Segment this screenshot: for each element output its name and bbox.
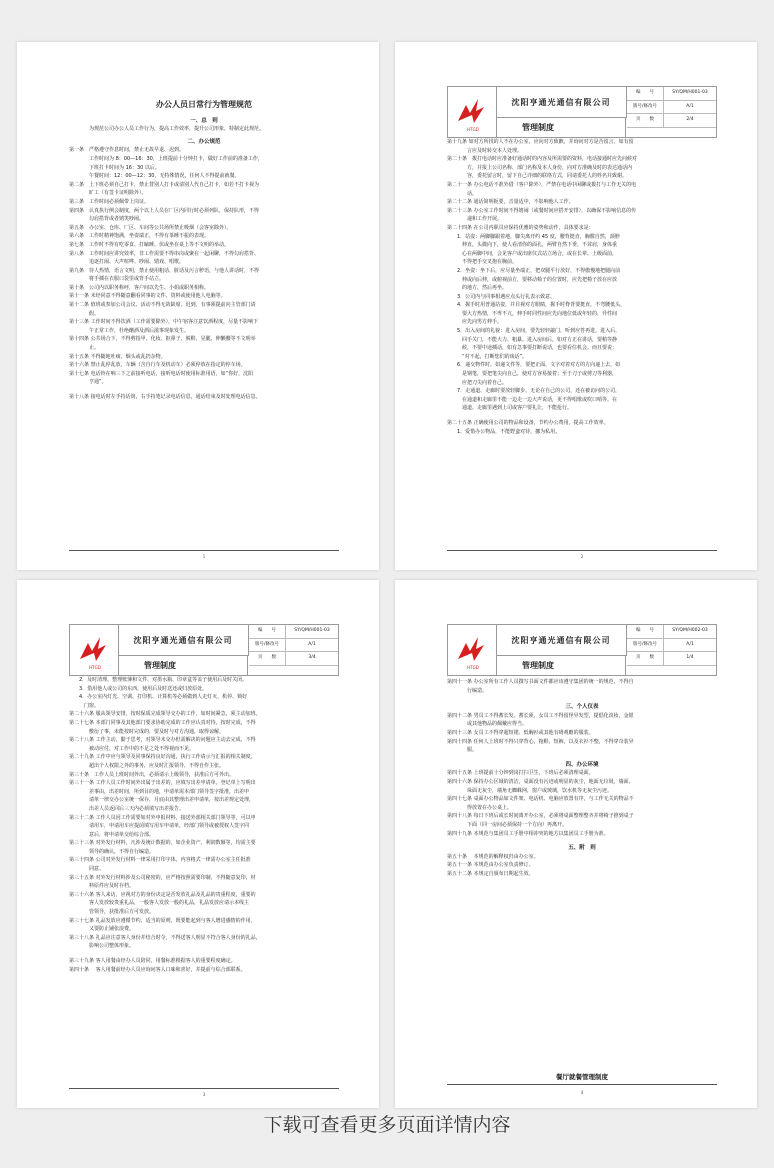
text-line: 第二十条 拨打电话时应准备好通话时的内容及所需要的资料，电话接通时应先问候对 — [447, 156, 638, 163]
text-line: 服。 — [447, 747, 478, 754]
meta-code: SY/QM/H002-03 — [672, 628, 708, 633]
text-line: 第四十条 客人用餐前经办人员应询问客人口味和喜好，并提前与综合部联系。 — [69, 966, 246, 973]
text-line: 影响公司整体形象。 — [69, 943, 135, 950]
text-line: 3．公司内与同事相遇应点头行礼表示致意。 — [447, 293, 556, 300]
text-line: 第三十三条 对外发行材料，凡涉及统计数据的，如企业资产、利润数额等，均需主要 — [69, 840, 256, 847]
text-line: 第四十八条 每日下班后或长时间离开办公室，必须将桌面整理整齐并将椅子推到桌子 — [447, 813, 634, 820]
section-heading-appendix: 五、附 则 — [568, 845, 596, 852]
text-line: 1．站姿：两脚脚跟着地，脚尖离开约 45 度，腰背挺直，胸膛自然，颈脖 — [447, 233, 620, 240]
meta-label-version: 版号/修改号 — [627, 639, 664, 652]
text-line: 领导的确认，不得自行编造。 — [69, 848, 155, 855]
section-heading-general: 一、总 则 — [190, 117, 218, 124]
text-line: 第四十六条 保持办公区域的清洁，桌面没有污迹或明显的灰尘，地面无垃圾，墙面、 — [447, 778, 634, 785]
page-header-table — [69, 624, 339, 676]
text-line: 递和工作开展。 — [447, 216, 503, 223]
company-logo — [450, 625, 497, 675]
text-line: 请用车，申请用车应提前填写用车申请单，经部门领导或被授权人签字同 — [69, 823, 250, 830]
section-heading-office: 二、办公规范 — [187, 138, 221, 145]
download-caption: 下载可查看更多页面详情内容 — [263, 1114, 511, 1136]
meta-code: SY/QM/H001-03 — [294, 628, 330, 633]
meta-version: A/1 — [686, 641, 694, 647]
text-line: 午餐时间：12：00—12：30，无特殊情况，任何人不得提前就餐。 — [69, 173, 240, 180]
text-line: 将手插在衣服口袋里或背手站立。 — [69, 276, 165, 283]
page-number: 2 — [580, 554, 584, 559]
text-line: 第九条 待人热情，语言文明，禁止使用粗话、脏话及污言秽语，与他人讲话时，不得 — [69, 267, 260, 274]
footer-rule — [447, 1084, 717, 1085]
text-line: 7．走通道、走廊时要放轻脚步。无论在自己的公司，还在被访问的公司， — [447, 388, 621, 395]
footer-rule — [447, 550, 717, 551]
page-4-lines-b — [447, 712, 717, 755]
text-line: 第二十六条 服从领导安排，按时保质完成领导交办的工作，如时间紧急，须主动加班。 — [69, 711, 261, 718]
text-line: 止。 — [69, 345, 100, 352]
text-line: 第八条 工作时间应讲究效率，非工作需要不得串岗或聚在一起闲聊，不得勾肩搭背、 — [69, 250, 260, 257]
text-line: 超出个人权限之外的事务，应及时汇报领导，不得自作主张。 — [69, 762, 225, 769]
text-line: 第二十五条 正确使用公司的物品和设备，节约办公费用，提高工作效率。 — [447, 420, 609, 426]
meta-code: SY/QM/H001-03 — [672, 90, 708, 95]
text-line: 出差人员返回后三天内必须填写出差报告。 — [69, 805, 185, 812]
text-line: 敷衍了事，未能按时完成的，要及时与对方沟通，取得谅解。 — [69, 728, 225, 735]
document-title: 办公人员日常行为管理规范 — [156, 99, 252, 109]
text-line: 第一条 严格遵守作息时间，禁止无故早退、迟到。 — [69, 147, 185, 154]
meta-pages: 2/4 — [686, 117, 694, 122]
text-line: 客人发放较贵重礼品，一般客人发放一般的礼品，礼品发放应请示本线主 — [69, 900, 250, 907]
text-line: 第十一条 未经同意不得随意翻看同事的文件、资料或使用他人电脑等。 — [69, 293, 226, 300]
text-line: 第四十二条 男员工不得蓄长发、蓄长须，女员工不得留怪异发型，提倡化淡妆，金银 — [447, 712, 634, 719]
text-line: 料原件应及时存档。 — [69, 883, 135, 890]
text-line: 第二十一条 办公电话不准外借（客户除外），严禁在电话中闲聊或拨打与工作无关的电 — [447, 181, 637, 188]
text-line: 第四十九条 本规范与集团员工手册中相冲突的地方以集团员工手册为准。 — [447, 830, 609, 837]
document-meta — [627, 87, 716, 137]
page-4-lines-d — [447, 853, 717, 879]
text-line: 被动应付，对工作中的不足之处不得视而不见。 — [69, 745, 195, 752]
text-line: 第三十四条 公司对外发行材料一律采用打印字体，内容格式一律需办公室主任批准 — [69, 857, 251, 864]
text-line: 第十六条 禁止乱停乱放，车辆（含自行车及机动车）必须停放在指定的停车场。 — [69, 362, 246, 369]
text-line: 假。 — [69, 310, 100, 317]
footer-rule — [69, 550, 339, 551]
text-line: 第三十条 工作人员上班时间外出，必须请示上级领导，获准后方可外出。 — [69, 771, 235, 778]
logo-mark-icon — [450, 625, 496, 675]
text-line: 差事由，出差时间，所到目的地，申请单需本部门领导签字批准，出差申 — [69, 788, 250, 795]
text-line: 第二十七条 本部门同事及其他部门要求协助完成的工作应认真对待，按时完成，不得 — [69, 719, 256, 726]
text-line: 第十八条 接电话时左手持话筒，右手持笔记录电话信息，通话结束及时处理电话信息。 — [69, 394, 261, 400]
text-line: 第五十二条 本规定自颁布日期起生效。 — [447, 870, 534, 877]
logo-mark-icon — [450, 87, 496, 137]
text-line: 意后，将申请单交给综合部。 — [69, 831, 155, 838]
footer-rule — [69, 1088, 339, 1089]
company-logo — [72, 625, 119, 675]
text-line: 第十五条 不得随地吐痰、烟头或乱扔杂物。 — [69, 353, 166, 360]
text-line: 追逐打闹、大声喧哗、吵闹、嬉戏、唱歌。 — [69, 259, 185, 266]
text-line: 下面（同一房间必须保持一个方向）再离开。 — [447, 821, 568, 828]
text-line: 下班打卡时间为 16：30 以后。 — [69, 164, 160, 171]
company-name: 沈阳亨通光通信有限公司 — [118, 625, 249, 656]
company-logo — [450, 87, 497, 137]
logo-mark-icon — [72, 625, 118, 675]
text-line: 第三十九条 客人用餐由经办人员陪同，用餐标准根据客人的重要程度确定。 — [69, 958, 236, 964]
text-line: 第十二条 值班或参加公司会议、活动不得无故缺席、迟到，有事须提前向主管部门请 — [69, 302, 256, 309]
document-page-2 — [395, 42, 757, 570]
text-line: 是钢笔，要把笔尖向自己，使对方容易接着；至于刀子或剪刀等利器， — [447, 371, 618, 378]
text-line: 勾肩搭背或者嬉笑吵闹。 — [69, 216, 145, 223]
text-line: 6．递交物件时，如递文件等，要把正面、文字对着对方的方向递上去，如 — [447, 362, 621, 369]
text-line: 第二十八条 工作主动，勤于思考，对领导未交办但需解决的问题应主动去完成，不得 — [69, 737, 256, 744]
text-line: 1．爱惜办公物品，不能野蛮对待，挪为私用。 — [447, 428, 561, 435]
svg-text:HTGD: HTGD — [467, 127, 479, 132]
text-line: 回手关门，不能大力、粗暴。进入房间后，如对方正在讲话，要稍等静 — [447, 336, 618, 343]
text-line: 4．办公室内灯光、空调、打印机、计算机等必须做到人走灯灭、机停、锁好 — [69, 694, 248, 701]
text-line: 或其他物品的佩戴应得当。 — [447, 721, 528, 728]
text-line: 第十七条 电话铃在响三下之前接听电话，接听电话时使用标准用语，如“你好，沈阳 — [69, 370, 254, 377]
text-line: 第十条 公司内以职务称呼，客户间以先生、小姐或职务相称。 — [69, 284, 210, 291]
text-line: 伸或向后伸，或俯视前方，要移动椅子的位置时，应先把椅子放在应放 — [447, 276, 618, 283]
text-line: 应把刀尖向着自己。 — [447, 379, 508, 386]
page-number: 1 — [202, 554, 206, 559]
text-line: 第四十五条 上班提前十分钟到岗打扫卫生，下班后必须清理桌面。 — [447, 770, 594, 777]
text-line: 第五条 办公室、仓库、厂区、车间等公共场所禁止吸烟（会客室除外）。 — [69, 224, 232, 231]
meta-label-pages: 页 数 — [627, 652, 664, 665]
meta-label-code: 编 号 — [627, 625, 664, 638]
text-line: 第四条 认真执行例会制度，两个以上人员在厂区内同行时必须列队，保持队形，不得 — [69, 207, 260, 214]
page-1-body — [69, 100, 339, 402]
text-line: 4．握手时用普通站姿，并目视对方眼睛，握手时脊背要挺直，不弯腰低头， — [447, 302, 626, 309]
document-meta — [627, 625, 716, 675]
text-line: 应先向男方伸手。 — [447, 319, 503, 326]
text-line: 第二十四条 在公司内职员应保持优雅的姿势和动作，具体要求是： — [447, 224, 594, 231]
meta-version: A/1 — [308, 641, 316, 647]
text-line: 第七条 工作时不得有吃零食、打瞌睡、伏或坐在桌上等不文明的举动。 — [69, 241, 230, 248]
text-line: 2．及时清理、整理账簿和文件、对墨水瓶、印章盒等盖子使用后及时关闭。 — [69, 677, 248, 683]
text-line: 工作时间为 8：00—16：30，上班提前十分钟打卡，做好工作前的准备工作， — [69, 155, 263, 162]
text-line: 门窗。 — [69, 702, 100, 709]
text-line: 第三条 工作时间必须佩带上岗证。 — [69, 198, 150, 205]
meta-pages: 3/4 — [308, 655, 316, 660]
text-line: 旷工（有签卡证明除外）。 — [69, 190, 147, 197]
page-header-table — [447, 86, 717, 138]
document-type: 管理制度 — [118, 656, 248, 675]
document-page-3 — [17, 580, 379, 1108]
meta-label-code: 编 号 — [627, 87, 664, 100]
text-line: 言应及时转交本人处理。 — [447, 147, 523, 154]
page-number: 3 — [202, 1092, 206, 1097]
text-line: 不得把手交叉抱在胸前。 — [447, 259, 518, 266]
meta-label-pages: 页 数 — [249, 652, 286, 665]
page-4-lines-c — [447, 769, 717, 838]
text-line: 第四十一条 办公室所有工作人员撰写书面文件都应该遵守集团的统一的规范，不得自 — [447, 679, 634, 685]
text-line: 5．出入房间的礼貌：进入房间，要先轻轻敲门，听到应答再进。进入后， — [447, 328, 621, 335]
text-line: 垛面无灰尘，墙角无蜘蛛网，窗户或玻璃，饮水机等无灰尘污迹。 — [447, 787, 613, 794]
text-line: 2．坐姿：坐下后，应尽量坐端正，把双腿平行放好，不得傲慢地把腿向前 — [447, 267, 621, 274]
page-2-lines — [447, 138, 717, 436]
text-line: 得放置在办公桌上。 — [447, 804, 513, 811]
text-line: 第三十五条 对外发行材料涉及公司秘密的，应严格按照需要印制，不得随意复印，材 — [69, 874, 256, 881]
text-line: 在通道和走廊里不能一边走一边大声说话，更不得唱歌或吹口哨等。在 — [447, 396, 618, 403]
meta-label-pages: 页 数 — [627, 114, 664, 127]
text-line: 第十三条 工作时间不得饮酒（工作需要除外），中午宿客注意饮酒程度，尽量不影响下 — [69, 319, 259, 326]
intro-text: 为规范公司办公人员工作行为，提高工作效率，提升公司形象，特制定此规范。 — [89, 126, 265, 133]
text-line: 第三十六条 客人来访，应视对方的身份决定是否发放礼品及礼品的贵重程度，重要的 — [69, 891, 256, 898]
document-page-1 — [17, 42, 379, 570]
text-line: 心在两脚中间，会见客户或出席仪式站立场合，或在长辈、上级面前， — [447, 250, 618, 257]
text-line: 3．借用他人或公司的东西，使用后及时送还或归放原处。 — [69, 685, 208, 692]
meta-pages: 1/4 — [686, 655, 694, 660]
meta-version: A/1 — [686, 103, 694, 109]
svg-text:HTGD: HTGD — [467, 665, 479, 670]
page-number: 4 — [580, 1090, 584, 1095]
text-line: 行编造。 — [447, 687, 488, 694]
page-4-lines-a — [447, 678, 717, 695]
text-line: 同意。 — [69, 866, 105, 873]
text-line: 候，不要中途插话，如有急事要打断说话，也要看住机会。而且要说： — [447, 345, 618, 352]
text-line: 的地方，然后再坐。 — [447, 285, 508, 292]
text-line: 方，并报上公司名称、部门名称及本人身份，向对方准确及时的表达通话内 — [447, 164, 633, 171]
text-line: 亨通”。 — [69, 379, 107, 386]
text-line: 要大方热情，不卑不亢，伸手时同性间应先向地位低或年轻的，异性间 — [447, 310, 618, 317]
text-line: 午正常工作，杜绝酗酒及酒后滋事现象发生。 — [69, 327, 190, 334]
page-1-lines — [69, 146, 339, 401]
text-line: 容，委托留言时，留下自己详细的联络方式，同请委托人的姓名并致谢。 — [447, 173, 628, 180]
text-line: 又要防止铺张浪费。 — [69, 926, 135, 933]
document-page-4 — [395, 580, 757, 1108]
document-type: 管理制度 — [496, 118, 626, 137]
document-type: 管理制度 — [496, 656, 626, 675]
text-line: 第十九条 如对方所找的人不在办公室，应向对方致歉，并询问对方是否留言，如有留 — [447, 139, 634, 145]
text-line: 管领导，获批准后方可发放。 — [69, 909, 155, 916]
company-name: 沈阳亨通光通信有限公司 — [496, 87, 627, 118]
text-line: 伸直，头微向下，使人看清你的面孔，两臂自然下垂，不耸肩，身体重 — [447, 242, 618, 249]
page-4-body — [447, 678, 717, 878]
text-line: 第三十一条 工作人员工作时间外出属于出差的，应填写出差申请单，登记单上写明出 — [69, 780, 256, 787]
text-line: 第三十七条 礼品发放应遵循节约、适当的原则，既要能起到与客人增进感情的作用， — [69, 917, 256, 924]
text-line: 第五十一条 本规范由办公室负责修订。 — [447, 862, 534, 869]
text-line: 第二十三条 办公室工作时间不得嬉闹（或餐时间应搭开安排），以确保不影响信息的传 — [447, 207, 637, 214]
text-line: 第四十四条 任何人上班时不得只穿背心、拖鞋、短裤，以及衣衫不整，不得穿奇装异 — [447, 738, 634, 745]
meta-label-code: 编 号 — [249, 625, 286, 638]
text-line: 第四十七条 桌面办公物品如文件架、电话机、电脑应放置有序，与工作无关的物品不 — [447, 796, 634, 803]
next-document-title: 餐厅就餐管理制度 — [556, 1073, 608, 1081]
page-header-table — [447, 624, 717, 676]
text-line: 第三十二条 工作人员因工作需要如对外申报材料，接送外部相关部门领导等，可以申 — [69, 814, 256, 821]
section-heading-appearance: 三、个人仪表 — [565, 704, 599, 711]
text-line: 第五十条 本规范的解释权归由办公室。 — [447, 853, 539, 860]
text-line: 第四十三条 女员工不得穿超短裙、低胸衫或其他有碍观瞻的服装。 — [447, 729, 594, 736]
text-line: “对不起，打断您们的谈话”。 — [447, 353, 528, 360]
text-line: 通道、走廊里遇到上司或客户要礼让，不能抢行。 — [447, 405, 573, 412]
text-line: 第二十九条 工作中应与领导及同事保持良好沟通，执行工作请示与汇报的相关制度， — [69, 754, 256, 761]
text-line: 第六条 工作时精神饱满，坐姿端正，不得有茶睡不振的表现。 — [69, 233, 210, 240]
text-line: 第三十八条 礼品应注意客人身份并结合时令，不得送客人明显不符合客人身份的礼品， — [69, 934, 261, 941]
company-name: 沈阳亨通光通信有限公司 — [496, 625, 627, 656]
text-line: 话。 — [447, 190, 478, 197]
text-line: 第十四条 公共场合下，不得剪指甲、化妆、抠鼻子、脱鞋、晃腿、伸懒腰等不文明举 — [69, 336, 256, 343]
text-line: 第二十二条 通话简明扼要，音量适中，不影响他人工作。 — [447, 199, 574, 206]
section-heading-environment: 四、办公环境 — [565, 761, 599, 768]
meta-label-version: 版号/修改号 — [249, 639, 286, 652]
document-meta — [249, 625, 338, 675]
svg-text:HTGD: HTGD — [89, 665, 101, 670]
meta-label-version: 版号/修改号 — [627, 101, 664, 114]
text-line: 请单一律交办公室统一保存，月底由其整理出差申请单，按出差规定处理， — [69, 797, 255, 804]
page-3-lines — [69, 676, 339, 974]
text-line: 第二条 上下班必须自己打卡，禁止替别人打卡或请别人代自己打卡，如若不打卡视为 — [69, 181, 260, 188]
